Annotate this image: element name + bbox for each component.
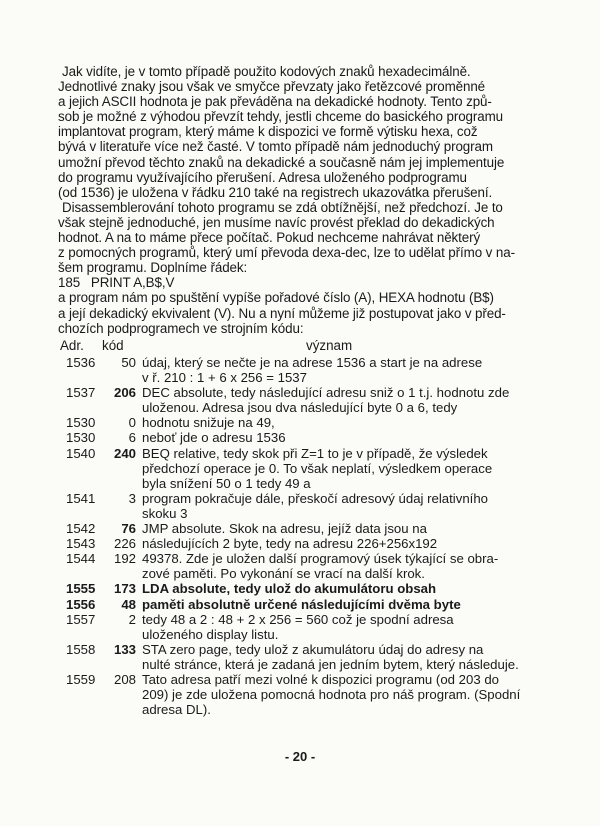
row-address: 1559 xyxy=(66,671,96,687)
row-address: 1557 xyxy=(66,611,96,627)
row-code: 6 xyxy=(128,430,136,446)
row-address: 1544 xyxy=(66,551,96,567)
row-code: 208 xyxy=(113,671,136,687)
row-description: následujících 2 byte, tedy na adresu 226+256x192 xyxy=(142,536,438,552)
instruction-table xyxy=(58,355,548,717)
table-row xyxy=(58,597,548,612)
row-description: hodnotu snižuje na 49, xyxy=(142,415,275,431)
table-row xyxy=(58,491,548,521)
row-code: 0 xyxy=(128,415,136,431)
table-header xyxy=(58,338,538,354)
row-code: 48 xyxy=(121,596,136,612)
row-description: Tato adresa patří mezi volné k dispozici programu (od 203 do 209) je zde uložena pomocná hodnota pro náš program. (Spodní adresa DL). xyxy=(142,671,521,718)
table-row xyxy=(58,672,548,717)
row-code: 192 xyxy=(113,551,136,567)
row-description: paměti absolutně určené následujícími dvěma byte xyxy=(142,596,461,612)
row-description: údaj, který se nečte je na adrese 1536 a start je na adrese v ř. 210 : 1 + 6 x 256 = 1537 xyxy=(142,355,483,386)
row-description: neboť jde o adresu 1536 xyxy=(142,430,286,446)
row-code: 3 xyxy=(128,490,136,506)
row-description: STA zero page, tedy ulož z akumulátoru údaj do adresy na nulté stránce, která je zadaná jen jedním bytem, který následuje. xyxy=(142,641,519,672)
row-address: 1541 xyxy=(66,490,96,506)
row-address: 1543 xyxy=(66,536,96,552)
table-row xyxy=(58,355,548,385)
table-row xyxy=(58,385,548,415)
row-address: 1556 xyxy=(66,596,96,612)
page-number: - 20 - xyxy=(284,749,316,764)
table-row xyxy=(58,430,548,445)
row-address: 1555 xyxy=(66,581,96,597)
row-code: 133 xyxy=(113,641,136,657)
table-row xyxy=(58,551,548,581)
row-address: 1542 xyxy=(66,521,96,537)
paragraph-2: Disassemblerování tohoto programu se zdá obtížnější, než předchozí. Je to však stejně jednoduché, jen musíme navíc provést překlad do dekadických hodnot. A na to máme přece počítač. Pokud nechceme nahrávat některý z pomocných programů, který umí převoda dexa-dec, lze to udělat přímo v na- šem programu. Doplníme řádek: xyxy=(58,199,515,276)
row-address: 1536 xyxy=(66,355,96,370)
column-header-kod: kód xyxy=(102,338,124,353)
table-row xyxy=(58,581,548,596)
row-address: 1537 xyxy=(66,385,96,401)
column-header-vyznam: význam xyxy=(306,338,353,353)
row-description: 49378. Zde je uložen další programový úsek týkající se obra- zové paměti. Po vykonání se vrací na další krok. xyxy=(142,551,499,582)
code-line: 185 PRINT A,B$,V xyxy=(58,275,175,291)
column-header-adr: Adr. xyxy=(60,338,84,353)
row-address: 1530 xyxy=(66,415,96,431)
paragraph-3: a program nám po spuštění vypíše pořadové číslo (A), HEXA hodnotu (B$) a její dekadický ekvivalent (V). Nu a nyní můžeme již postupovat jako v před- chozích podprogramech ve strojním kódu: xyxy=(58,290,506,336)
table-row xyxy=(58,642,548,672)
row-description: DEC absolute, tedy následující adresu sniž o 1 t.j. hodnotu zde uloženou. Adresa jsou dva následující byte 0 a 6, tedy xyxy=(142,385,510,416)
row-code: 240 xyxy=(113,445,136,461)
row-code: 226 xyxy=(113,536,136,552)
row-code: 2 xyxy=(128,611,136,627)
row-code: 173 xyxy=(113,581,136,597)
row-description: program pokračuje dále, přeskočí adresový údaj relativního skoku 3 xyxy=(142,490,488,521)
table-row xyxy=(58,446,548,491)
table-row xyxy=(58,612,548,642)
row-address: 1558 xyxy=(66,641,96,657)
table-row xyxy=(58,415,548,430)
row-address: 1540 xyxy=(66,445,96,461)
paragraph-1: Jak vidíte, je v tomto případě použito kodových znaků hexadecimálně. Jednotlivé znaky jsou však ve smyčce převzaty jako řetězcové proměnné a jejich ASCII hodnota je pak převáděna na dekadické hodnoty. Tento způ- sob je možné z výhodou převzít tehdy, jestli chceme do basického programu implantovat program, který máme k dispozici ve formě výtisku hexa, což bývá v literatuře více než časté. V tomto případě nám jednoduchý program umožní převod těchto znaků na dekadické a současně nám jej implementuje do programu využívajícího přerušení. Adresa uloženého podprogramu (od 1536) je uložena v řádku 210 také na registrech ukazovátka přerušení. xyxy=(58,64,505,200)
body-text xyxy=(58,64,528,336)
row-description: tedy 48 a 2 : 48 + 2 x 256 = 560 což je spodní adresa uloženého display listu. xyxy=(142,611,454,642)
row-code: 50 xyxy=(121,355,136,370)
row-description: BEQ relative, tedy skok při Z=1 to je v případě, že výsledek předchozí operace je 0. To však neplatí, výsledkem operace byla snížení 50 o 1 tedy 49 a xyxy=(142,445,493,491)
table-row xyxy=(58,521,548,536)
row-description: JMP absolute. Skok na adresu, jejíž data jsou na xyxy=(142,521,427,537)
row-code: 76 xyxy=(121,521,136,537)
table-row xyxy=(58,536,548,551)
row-address: 1530 xyxy=(66,430,96,446)
row-description: LDA absolute, tedy ulož do akumulátoru obsah xyxy=(142,581,437,597)
row-code: 206 xyxy=(113,385,136,401)
